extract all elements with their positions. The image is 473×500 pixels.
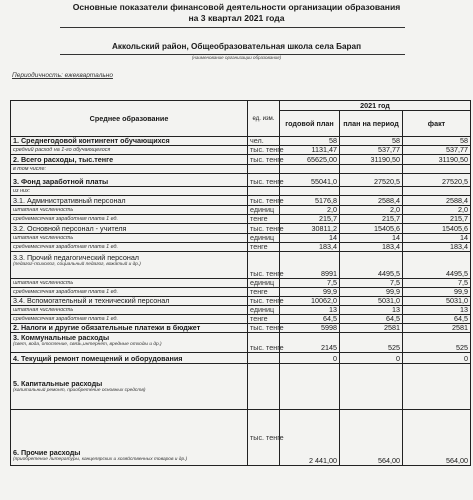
row-unit	[248, 187, 280, 196]
row-annual: 58	[280, 137, 340, 146]
row-period: 215,7	[340, 215, 403, 224]
row-annual	[280, 165, 340, 174]
row-unit: тыс. тенге	[248, 297, 280, 306]
row-annual: 2,0	[280, 206, 340, 215]
row-label: штатная численность	[11, 206, 248, 215]
row-fact: 537,77	[403, 146, 471, 155]
row-period	[340, 187, 403, 196]
row-label: среднемесячная заработная плата 1 ед.	[11, 288, 248, 297]
row-annual: 5998	[280, 324, 340, 333]
row-label: штатная численность	[11, 306, 248, 315]
row-annual: 5176,8	[280, 196, 340, 206]
table-row	[11, 215, 471, 224]
row-label: 2. Налоги и другие обязательные платежи в бюджет	[11, 324, 248, 333]
row-period: 2581	[340, 324, 403, 333]
table-row	[11, 324, 471, 333]
column-header-unit: ед. изм.	[248, 101, 280, 137]
table-row	[11, 234, 471, 243]
row-annual: 183,4	[280, 243, 340, 252]
row-fact: 27520,5	[403, 174, 471, 187]
row-unit: чел.	[248, 137, 280, 146]
row-label: среднемесячная заработная плата 1 ед.	[11, 315, 248, 324]
table-row	[11, 410, 471, 466]
column-header-period: план на период	[340, 111, 403, 137]
row-label-text: 3.3. Прочий педагогический персонал	[13, 253, 140, 262]
row-annual: 8991	[280, 252, 340, 279]
financial-indicators-table	[10, 100, 471, 466]
row-fact: 183,4	[403, 243, 471, 252]
table-row	[11, 279, 471, 288]
row-unit	[248, 364, 280, 410]
row-period: 564,00	[340, 410, 403, 466]
table-row	[11, 333, 471, 353]
row-period: 525	[340, 333, 403, 353]
table-row	[11, 206, 471, 215]
table-row	[11, 165, 471, 174]
row-unit: тыс. тенге	[248, 333, 280, 353]
row-unit: тыс. тенге	[248, 146, 280, 155]
row-period	[340, 165, 403, 174]
row-label: 3. Фонд заработной платы	[11, 174, 248, 187]
row-unit	[248, 165, 280, 174]
document-period-title: на 3 квартал 2021 года	[188, 13, 285, 23]
row-period: 183,4	[340, 243, 403, 252]
row-fact	[403, 165, 471, 174]
row-period	[340, 364, 403, 410]
row-annual: 0	[280, 353, 340, 364]
row-annual: 14	[280, 234, 340, 243]
row-fact	[403, 187, 471, 196]
table-row	[11, 137, 471, 146]
table-row	[11, 297, 471, 306]
row-fact: 15405,6	[403, 224, 471, 234]
row-label-text: 6. Прочие расходы	[13, 448, 81, 457]
row-label: штатная численность	[11, 234, 248, 243]
row-fact: 0	[403, 353, 471, 364]
row-fact: 58	[403, 137, 471, 146]
organization-name: Аккольский район, Общеобразовательная школа села Барап	[111, 42, 362, 51]
row-label: среднемесячная заработная плата 1 ед.	[11, 243, 248, 252]
row-period: 0	[340, 353, 403, 364]
row-label	[11, 410, 248, 466]
row-unit: тыс. тенге	[248, 224, 280, 234]
row-unit: тыс. тенге	[248, 410, 280, 466]
table-row	[11, 353, 471, 364]
row-label-note: (педагог-психолог, социальный педагог, вожатый и др.)	[13, 262, 141, 267]
table-row	[11, 252, 471, 279]
row-unit: единиц	[248, 279, 280, 288]
row-fact: 4495,5	[403, 252, 471, 279]
row-fact: 2581	[403, 324, 471, 333]
row-fact: 2,0	[403, 206, 471, 215]
row-label	[11, 333, 248, 353]
row-unit: тыс. тенге	[248, 252, 280, 279]
row-annual: 64,5	[280, 315, 340, 324]
row-period: 14	[340, 234, 403, 243]
row-annual: 2 441,00	[280, 410, 340, 466]
divider	[60, 27, 405, 28]
row-label-note: (свет, вода, отопление, связь,интернет, вредные отходы и др.)	[13, 342, 162, 347]
row-period: 99,9	[340, 288, 403, 297]
row-period: 27520,5	[340, 174, 403, 187]
row-period: 5031,0	[340, 297, 403, 306]
row-label: 1. Среднегодовой контингент обучающихся	[11, 137, 248, 146]
row-fact: 564,00	[403, 410, 471, 466]
table-row	[11, 146, 471, 155]
row-label	[11, 364, 248, 410]
row-period: 15405,6	[340, 224, 403, 234]
row-label-text: 3. Коммунальные расходы	[13, 333, 110, 342]
row-unit: тенге	[248, 288, 280, 297]
row-period: 64,5	[340, 315, 403, 324]
row-unit: тыс. тенге	[248, 155, 280, 165]
table-row	[11, 306, 471, 315]
column-header-year: 2021 год	[280, 101, 471, 111]
row-label: штатная численность	[11, 279, 248, 288]
row-label: 4. Текущий ремонт помещений и оборудования	[11, 353, 248, 364]
row-fact: 5031,0	[403, 297, 471, 306]
column-header-fact: факт	[403, 111, 471, 137]
table-row	[11, 174, 471, 187]
row-period: 13	[340, 306, 403, 315]
row-period: 2588,4	[340, 196, 403, 206]
row-period: 7,5	[340, 279, 403, 288]
row-annual: 10062,0	[280, 297, 340, 306]
row-fact: 2588,4	[403, 196, 471, 206]
row-annual: 55041,0	[280, 174, 340, 187]
row-fact: 14	[403, 234, 471, 243]
row-label: 2. Всего расходы, тыс.тенге	[11, 155, 248, 165]
row-period: 31190,50	[340, 155, 403, 165]
row-unit: тенге	[248, 243, 280, 252]
row-label	[11, 252, 248, 279]
row-period: 58	[340, 137, 403, 146]
row-annual: 215,7	[280, 215, 340, 224]
row-annual	[280, 187, 340, 196]
row-annual: 2145	[280, 333, 340, 353]
row-label-note: (приобретение литературы, канцелярских и хозяйственных товаров и др.)	[13, 457, 188, 462]
row-unit: тыс. тенге	[248, 174, 280, 187]
row-label: среднемесячная заработная плата 1 ед.	[11, 215, 248, 224]
organization-note: (наименование организации образования)	[191, 55, 282, 60]
row-period: 2,0	[340, 206, 403, 215]
row-label: 3.1. Административный персонал	[11, 196, 248, 206]
row-unit: единиц	[248, 206, 280, 215]
row-fact	[403, 364, 471, 410]
row-label: в том числе:	[11, 165, 248, 174]
table-row	[11, 187, 471, 196]
row-fact: 31190,50	[403, 155, 471, 165]
table-row	[11, 224, 471, 234]
row-label: 3.4. Вспомогательный и технический персонал	[11, 297, 248, 306]
row-annual: 99,9	[280, 288, 340, 297]
row-annual: 7,5	[280, 279, 340, 288]
row-label: средний расход на 1-го обучающегося	[11, 146, 248, 155]
table-row	[11, 196, 471, 206]
row-label: 3.2. Основной персонал - учителя	[11, 224, 248, 234]
row-annual: 1131,47	[280, 146, 340, 155]
row-fact: 99,9	[403, 288, 471, 297]
document-title: Основные показатели финансовой деятельности организации образования	[72, 2, 401, 12]
row-period: 4495,5	[340, 252, 403, 279]
row-fact: 525	[403, 333, 471, 353]
row-annual: 65625,00	[280, 155, 340, 165]
row-fact: 7,5	[403, 279, 471, 288]
row-unit: единиц	[248, 306, 280, 315]
row-unit: тенге	[248, 315, 280, 324]
row-annual	[280, 364, 340, 410]
column-header-annual: годовой план	[280, 111, 340, 137]
table-row	[11, 243, 471, 252]
periodicity-label: Периодичность: ежеквартально	[12, 72, 113, 79]
row-annual: 13	[280, 306, 340, 315]
row-unit	[248, 353, 280, 364]
row-unit: тенге	[248, 215, 280, 224]
row-unit: единиц	[248, 234, 280, 243]
row-fact: 64,5	[403, 315, 471, 324]
table-row	[11, 364, 471, 410]
row-label: из них:	[11, 187, 248, 196]
row-period: 537,77	[340, 146, 403, 155]
row-unit: тыс. тенге	[248, 324, 280, 333]
row-fact: 215,7	[403, 215, 471, 224]
row-unit: тыс. тенге	[248, 196, 280, 206]
row-label-text: 5. Капитальные расходы	[13, 378, 103, 388]
table-row	[11, 155, 471, 165]
row-annual: 30811,2	[280, 224, 340, 234]
row-fact: 13	[403, 306, 471, 315]
column-header-name: Среднее образование	[11, 101, 248, 137]
row-label-note: (капитальный ремонт, приобретение основных средств)	[13, 387, 146, 393]
